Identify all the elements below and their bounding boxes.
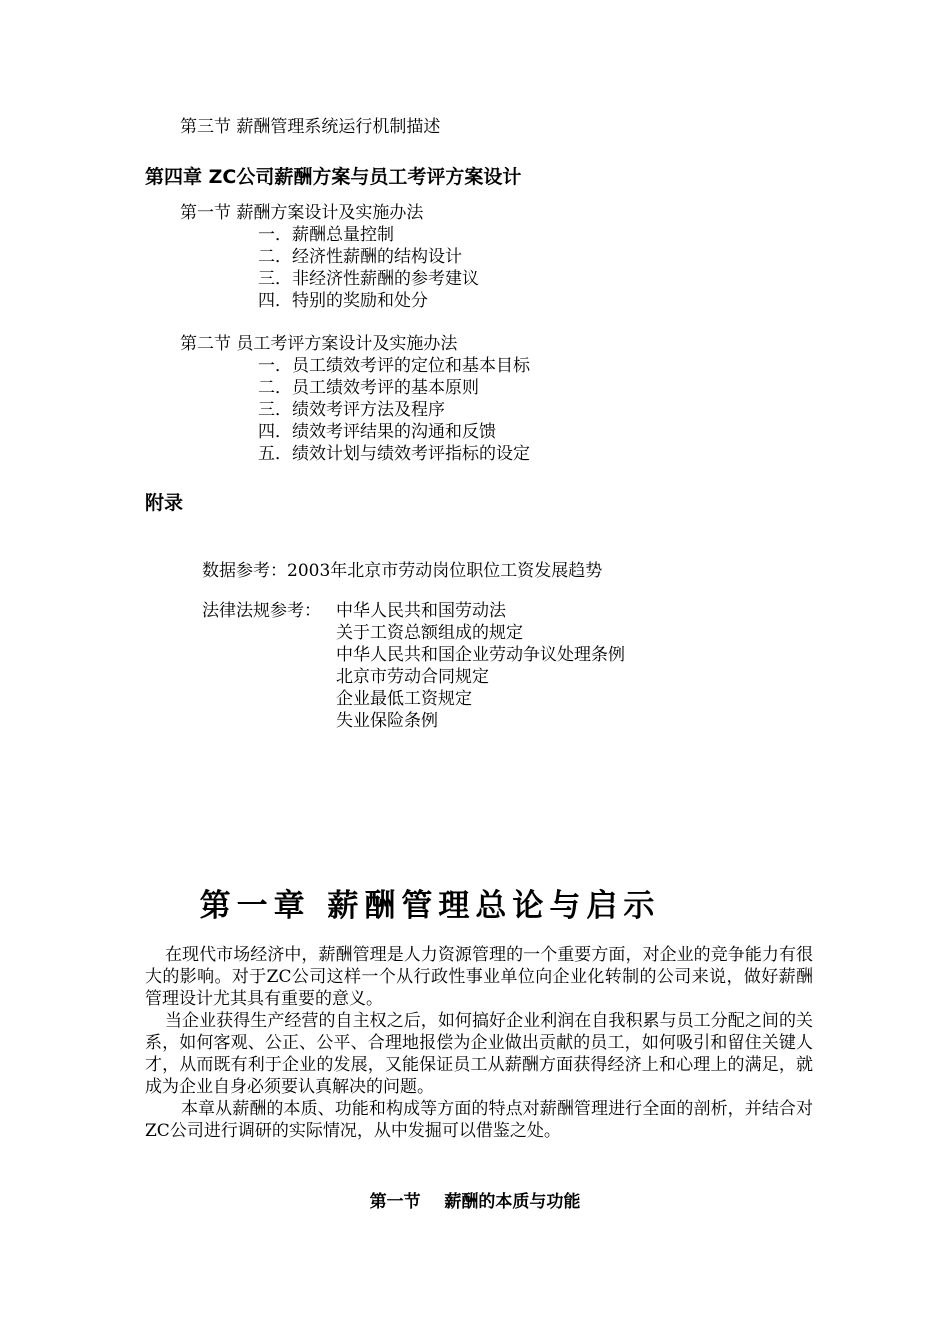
toc-ch4-sec2-item: 三．绩效考评方法及程序 [258,400,445,420]
data-reference: 数据参考：2003年北京市劳动岗位职位工资发展趋势 [202,561,603,581]
toc-ch4-sec2-item: 二．员工绩效考评的基本原则 [258,378,479,398]
chapter-1-paragraph: 当企业获得生产经营的自主权之后，如何搞好企业利润在自我积累与员工分配之间的关系，如何客观、公正、公平、合理地报偿为企业做出贡献的员工，如何吸引和留住关键人才，从而既有利于企业的发展，又能保证员工从薪酬方面获得经济上和心理上的满足，就成为企业自身必须要认真解决的问题。 [145,1011,813,1097]
law-reference-item: 中华人民共和国企业劳动争议处理条例 [336,645,625,665]
chapter-1-paragraph: 在现代市场经济中，薪酬管理是人力资源管理的一个重要方面，对企业的竞争能力有很大的影响。对于ZC公司这样一个从行政性事业单位向企业化转制的公司来说，做好薪酬管理设计尤其具有重要的意义。 [145,945,813,1009]
law-reference-item: 企业最低工资规定 [336,689,472,709]
chapter-1-paragraph: 本章从薪酬的本质、功能和构成等方面的特点对薪酬管理进行全面的剖析，并结合对ZC公司进行调研的实际情况，从中发掘可以借鉴之处。 [145,1099,813,1141]
chapter-1-title: 第一章 薪酬管理总论与启示 [199,888,661,924]
toc-chapter-4-title: 第四章 ZC公司薪酬方案与员工考评方案设计 [145,166,522,188]
toc-ch4-sec1-item: 三．非经济性薪酬的参考建议 [258,269,479,289]
toc-ch4-sec1: 第一节 薪酬方案设计及实施办法 [180,203,424,223]
toc-ch4-sec1-item: 一．薪酬总量控制 [258,225,394,245]
toc-ch3-sec3: 第三节 薪酬管理系统运行机制描述 [180,117,441,137]
law-reference-item: 失业保险条例 [336,711,438,731]
toc-appendix-title: 附录 [145,492,184,514]
toc-ch4-sec2-item: 四．绩效考评结果的沟通和反馈 [258,422,496,442]
law-reference-item: 关于工资总额组成的规定 [336,623,523,643]
toc-ch4-sec1-item: 二．经济性薪酬的结构设计 [258,247,462,267]
toc-ch4-sec2-item: 五．绩效计划与绩效考评指标的设定 [258,444,530,464]
section-1-title: 第一节 薪酬的本质与功能 [369,1192,581,1212]
toc-ch4-sec2-item: 一．员工绩效考评的定位和基本目标 [258,356,530,376]
law-reference-item: 中华人民共和国劳动法 [336,601,506,621]
toc-ch4-sec2: 第二节 员工考评方案设计及实施办法 [180,334,458,354]
law-reference-label: 法律法规参考： [202,601,321,621]
toc-ch4-sec1-item: 四．特别的奖励和处分 [258,291,428,311]
law-reference-item: 北京市劳动合同规定 [336,667,489,687]
